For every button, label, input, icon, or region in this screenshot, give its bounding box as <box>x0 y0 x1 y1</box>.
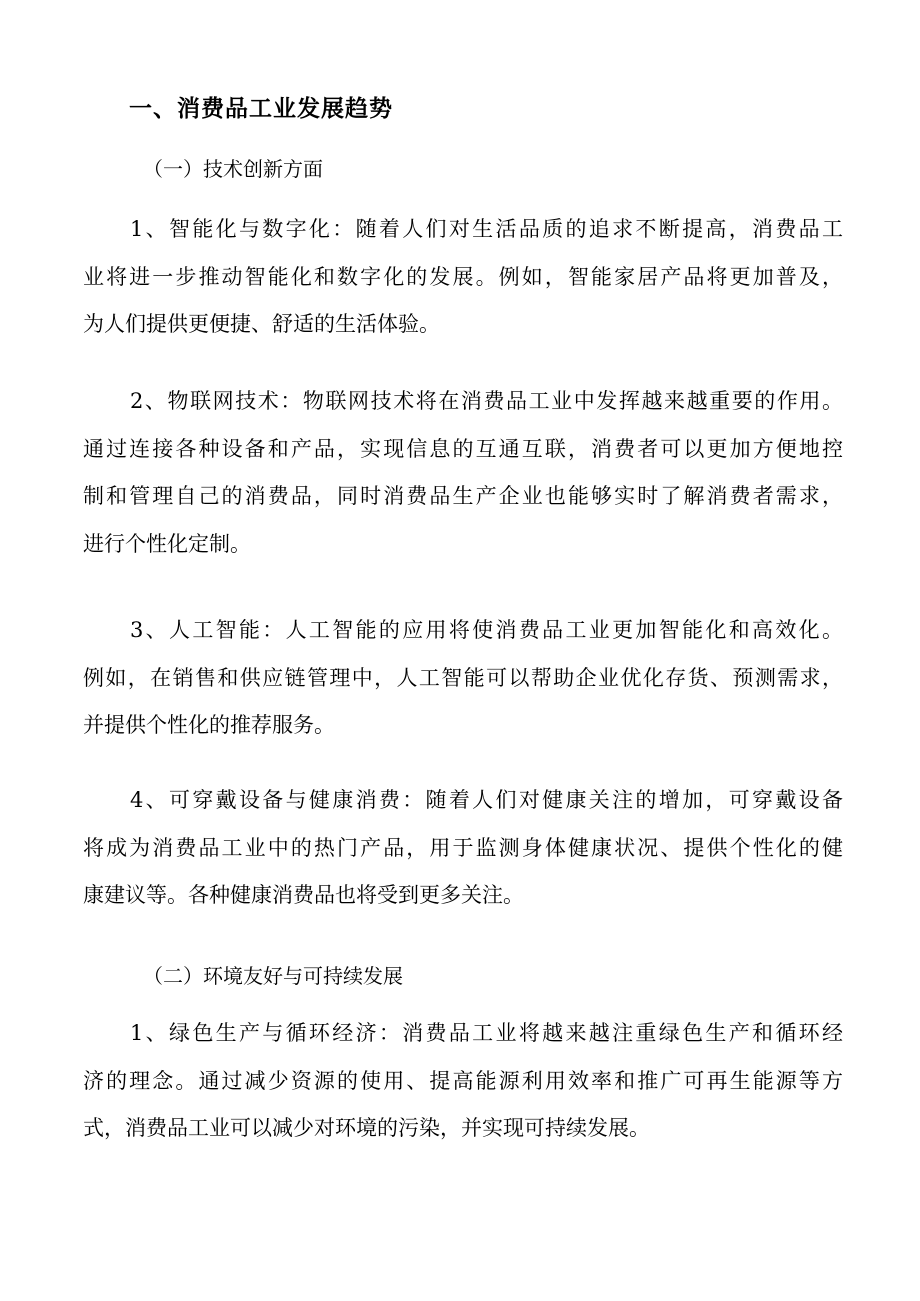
paragraph-line: 1、智能化与数字化：随着人们对生活品质的追求不断提高，消费品工 <box>130 217 843 241</box>
paragraph-green-production <box>83 1010 843 1153</box>
paragraph-wearables <box>83 777 843 920</box>
paragraph-line: 济的理念。通过减少资源的使用、提高能源利用效率和推广可再生能源等方 <box>83 1068 843 1093</box>
paragraph-line: 业将进一步推动智能化和数字化的发展。例如，智能家居产品将更加普及， <box>83 264 843 289</box>
paragraph-line: 例如，在销售和供应链管理中，人工智能可以帮助企业优化存货、预测需求， <box>83 665 843 690</box>
paragraph-line: 2、物联网技术：物联网技术将在消费品工业中发挥越来越重要的作用。 <box>130 389 843 413</box>
paragraph-line: 并提供个性化的推荐服务。 <box>83 713 335 737</box>
paragraph-line: 康建议等。各种健康消费品也将受到更多关注。 <box>83 883 524 907</box>
paragraph-ai <box>83 607 843 750</box>
subsection-title-tech-innovation: （一）技术创新方面 <box>143 157 323 181</box>
paragraph-intelligent-digital <box>83 206 843 349</box>
paragraph-line: 进行个性化定制。 <box>83 531 251 556</box>
paragraph-iot <box>83 378 843 568</box>
paragraph-line: 3、人工智能：人工智能的应用将使消费品工业更加智能化和高效化。 <box>130 618 843 642</box>
paragraph-line: 1、绿色生产与循环经济：消费品工业将越来越注重绿色生产和循环经 <box>130 1021 843 1045</box>
paragraph-line: 式，消费品工业可以减少对环境的污染，并实现可持续发展。 <box>83 1116 650 1140</box>
paragraph-line: 通过连接各种设备和产品，实现信息的互通互联，消费者可以更加方便地控 <box>83 436 843 461</box>
section-heading: 一、消费品工业发展趋势 <box>129 95 393 122</box>
paragraph-line: 4、可穿戴设备与健康消费：随着人们对健康关注的增加，可穿戴设备 <box>130 788 843 812</box>
paragraph-line: 将成为消费品工业中的热门产品，用于监测身体健康状况、提供个性化的健 <box>83 835 843 860</box>
paragraph-line: 制和管理自己的消费品，同时消费品生产企业也能够实时了解消费者需求， <box>83 484 843 508</box>
subsection-title-sustainability: （二）环境友好与可持续发展 <box>143 964 403 988</box>
paragraph-line: 为人们提供更便捷、舒适的生活体验。 <box>83 312 440 336</box>
